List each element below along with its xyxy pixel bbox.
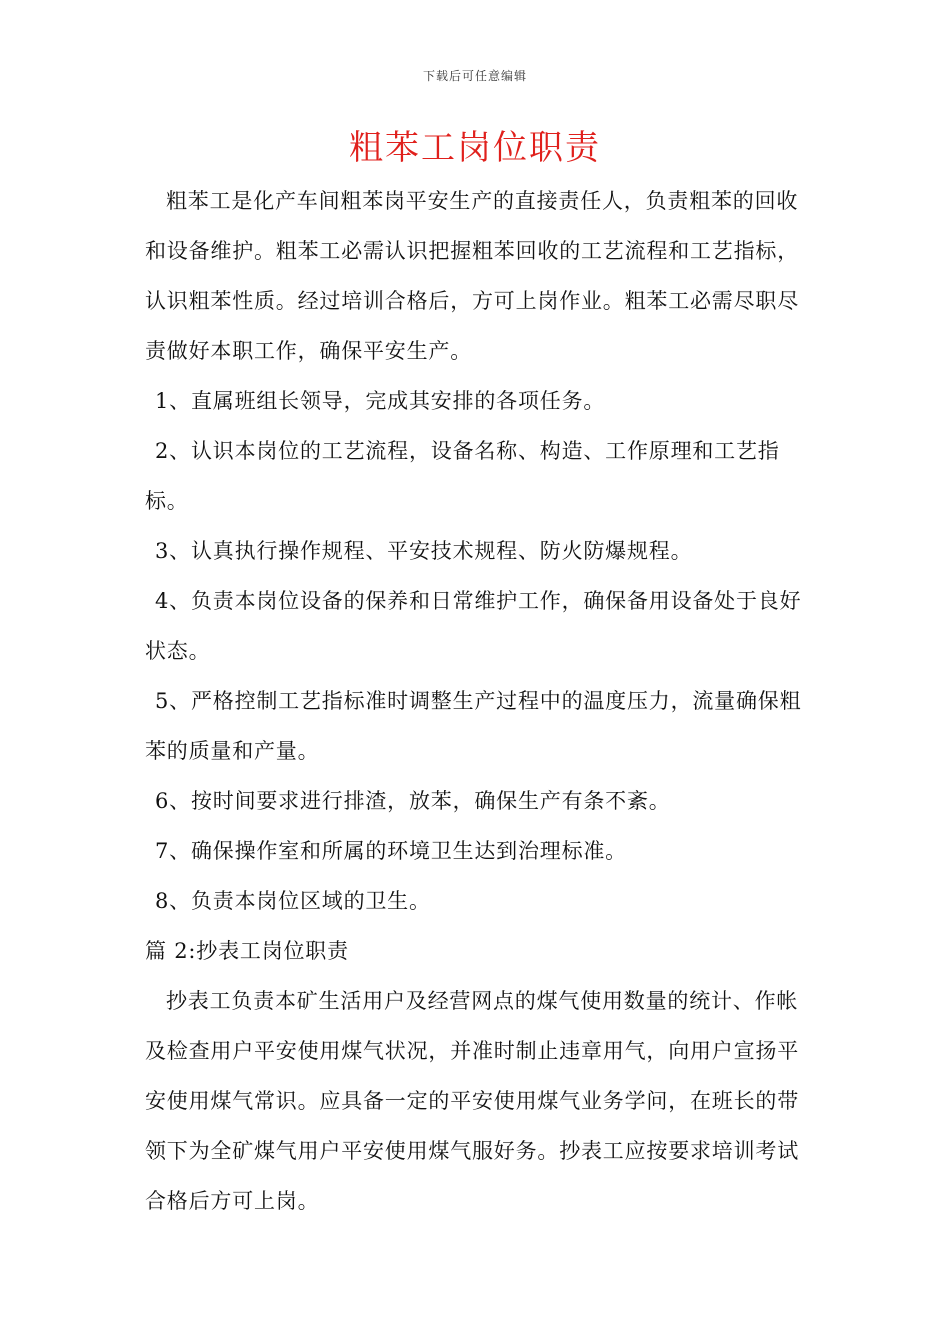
list-item-text: 负责本岗位设备的保养和日常维护工作，确保备用设备处于良好状态。: [145, 589, 802, 663]
document-title: 粗苯工岗位职责: [349, 128, 601, 168]
section-paragraph: 抄表工负责本矿生活用户及经营网点的煤气使用数量的统计、作帐及检查用户平安使用煤气状况，并准时制止违章用气，向用户宣扬平安使用煤气常识。应具备一定的平安使用煤气业务学问，在班长的带领下为全矿煤气用户平安使用煤气服好务。抄表工应按要求培训考试合格后方可上岗。: [145, 989, 799, 1213]
list-item-number: 1、: [155, 389, 191, 413]
list-item-text: 严格控制工艺指标准时调整生产过程中的温度压力，流量确保粗苯的质量和产量。: [145, 689, 802, 763]
list-item-7: [145, 826, 810, 876]
list-item-1: [145, 376, 810, 426]
intro-paragraph: 粗苯工是化产车间粗苯岗平安生产的直接责任人，负责粗苯的回收和设备维护。粗苯工必需认识把握粗苯回收的工艺流程和工艺指标，认识粗苯性质。经过培训合格后，方可上岗作业。粗苯工必需尽职尽责做好本职工作，确保平安生产。: [145, 189, 799, 363]
list-item-number: 7、: [155, 839, 191, 863]
list-item-text: 负责本岗位区域的卫生。: [190, 889, 431, 913]
list-item-text: 认真执行操作规程、平安技术规程、防火防爆规程。: [190, 539, 693, 563]
list-item-number: 6、: [155, 789, 191, 813]
list-item-text: 直属班组长领导，完成其安排的各项任务。: [190, 389, 606, 413]
document-body: [145, 176, 810, 1226]
list-item-text: 确保操作室和所属的环境卫生达到治理标准。: [190, 839, 627, 863]
list-item-text: 按时间要求进行排渣，放苯，确保生产有条不紊。: [190, 789, 671, 813]
list-item-2: [145, 426, 810, 526]
list-item-8: [145, 876, 810, 926]
list-item-5: [145, 676, 810, 776]
list-item-6: [145, 776, 810, 826]
list-item-number: 2、: [155, 439, 191, 463]
section-heading: 篇 2:抄表工岗位职责: [145, 939, 349, 963]
list-item-3: [145, 526, 810, 576]
list-item-4: [145, 576, 810, 676]
list-item-number: 5、: [155, 689, 191, 713]
list-item-number: 3、: [155, 539, 191, 563]
header-note: 下载后可任意编辑: [422, 69, 527, 83]
list-item-text: 认识本岗位的工艺流程，设备名称、构造、工作原理和工艺指标。: [145, 439, 780, 513]
list-item-number: 8、: [155, 889, 191, 913]
list-item-number: 4、: [155, 589, 191, 613]
